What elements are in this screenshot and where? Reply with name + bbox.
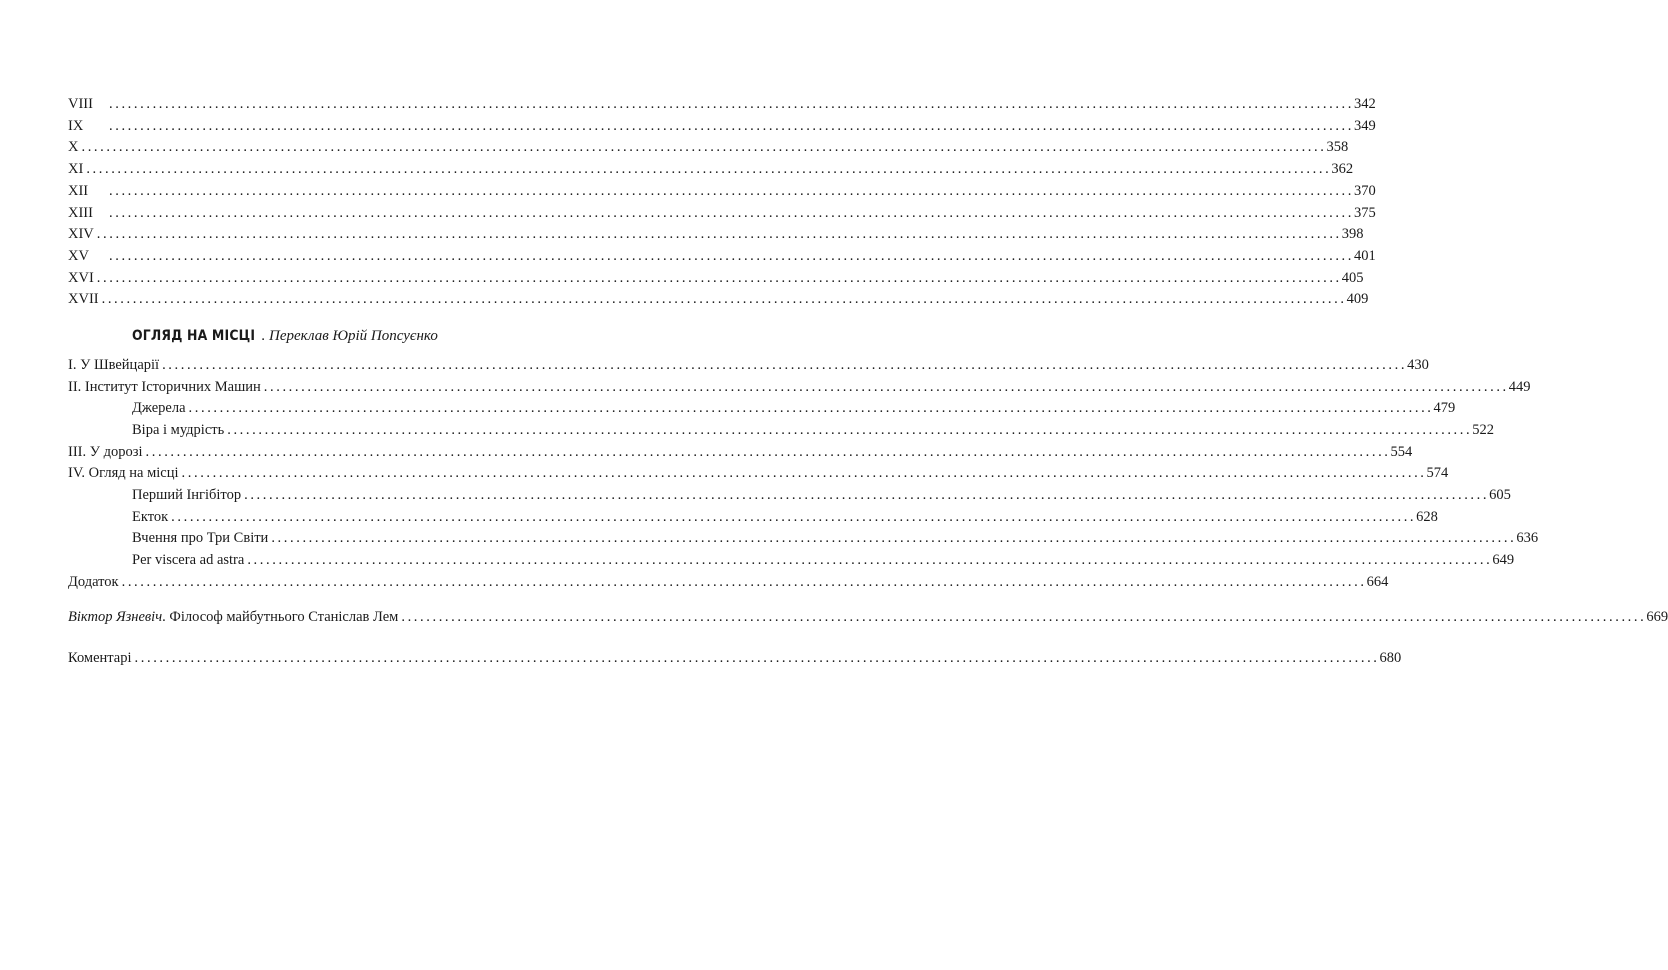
toc-page-number: 405 (1341, 270, 1364, 286)
leader-dots: ........................................................................................................................................................................................................ (109, 183, 1354, 199)
translator-credit: Переклав Юрій Попсуєнко (269, 328, 438, 344)
toc-entry-afterword (68, 607, 1668, 627)
toc-label: XV (68, 248, 89, 264)
toc-page-number: 449 (1508, 379, 1531, 395)
toc-entry-xiv (68, 224, 1364, 244)
toc-page-number: 664 (1366, 574, 1389, 590)
toc-entry-three-worlds (132, 528, 1539, 548)
toc-page-number: 680 (1379, 650, 1402, 666)
toc-page-number: 401 (1354, 248, 1376, 264)
toc-label: Коментарі (68, 650, 132, 666)
toc-label: III. У дорозі (68, 444, 143, 460)
leader-dots: ........................................................................................................................................................................................................ (121, 574, 1367, 590)
afterword-author: Віктор Язневіч (68, 609, 163, 625)
toc-entry-ix (68, 116, 1376, 136)
toc-entry-comments (68, 648, 1402, 668)
toc-label: XI (68, 161, 84, 177)
toc-page-number: 430 (1407, 357, 1429, 373)
toc-entry-faith-wisdom (132, 420, 1494, 440)
toc-label: XII (68, 183, 89, 199)
toc-label: Екток (132, 509, 169, 525)
toc-page-number: 628 (1416, 509, 1438, 525)
leader-dots: ........................................................................................................................................................................................................ (96, 270, 1342, 286)
toc-page-number: 649 (1492, 552, 1515, 568)
leader-dots: ........................................................................................................................................................................................................ (227, 422, 1473, 438)
toc-page-number: 479 (1433, 400, 1456, 416)
toc-label: Джерела (132, 400, 186, 416)
toc-entry-per-viscera (132, 550, 1515, 570)
toc-label: XVI (68, 270, 94, 286)
leader-dots: ........................................................................................................................................................................................................ (181, 465, 1427, 481)
toc-entry-switzerland (68, 355, 1429, 375)
toc-page-number: 349 (1354, 118, 1376, 134)
toc-label: II. Інститут Історичних Машин (68, 379, 261, 395)
leader-dots: ........................................................................................................................................................................................................ (247, 552, 1493, 568)
toc-page-number: 375 (1354, 205, 1376, 221)
toc-label: XIII (68, 205, 93, 221)
toc-entry-xvii (68, 289, 1369, 309)
leader-dots: ........................................................................................................................................................................................................ (81, 139, 1327, 155)
toc-entry-viii (68, 94, 1376, 114)
toc-entry-sources (132, 398, 1456, 418)
leader-dots: ........................................................................................................................................................................................................ (145, 444, 1391, 460)
toc-page-number: 398 (1341, 226, 1364, 242)
leader-dots: ........................................................................................................................................................................................................ (109, 205, 1354, 221)
leader-dots: ........................................................................................................................................................................................................ (401, 609, 1647, 625)
toc-label: I. У Швейцарії (68, 357, 160, 373)
section-heading (132, 324, 438, 348)
toc-label: XVII (68, 291, 99, 307)
toc-entry-xv (68, 246, 1376, 266)
toc-label: Вчення про Три Світи (132, 530, 269, 546)
toc-label (68, 607, 398, 627)
toc-label: XIV (68, 226, 94, 242)
leader-dots: ........................................................................................................................................................................................................ (171, 509, 1417, 525)
toc-label: IV. Огляд на місці (68, 465, 179, 481)
toc-entry-xvi (68, 268, 1364, 288)
toc-label: Per viscera ad astra (132, 552, 245, 568)
toc-page-number: 370 (1354, 183, 1376, 199)
leader-dots: ........................................................................................................................................................................................................ (244, 487, 1490, 503)
leader-dots: ........................................................................................................................................................................................................ (134, 650, 1380, 666)
section-title: ОГЛЯД НА МІСЦІ (132, 328, 256, 344)
leader-dots: ........................................................................................................................................................................................................ (109, 96, 1354, 112)
toc-page-number: 342 (1354, 96, 1376, 112)
toc-entry-appendix (68, 572, 1389, 592)
afterword-title: . Філософ майбутнього Станіслав Лем (162, 609, 399, 625)
toc-entry-xi (68, 159, 1354, 179)
toc-entry-x (68, 137, 1349, 157)
toc-entry-xii (68, 181, 1376, 201)
toc-entry-on-the-road (68, 442, 1413, 462)
toc-entry-xiii (68, 203, 1376, 223)
leader-dots: ........................................................................................................................................................................................................ (263, 379, 1509, 395)
toc-entry-first-inhibitor (132, 485, 1511, 505)
toc-page-number: 362 (1331, 161, 1354, 177)
section-separator: . (261, 328, 266, 344)
leader-dots: ........................................................................................................................................................................................................ (109, 118, 1354, 134)
toc-page-number: 358 (1326, 139, 1349, 155)
toc-label: Перший Інгібітор (132, 487, 242, 503)
leader-dots: ........................................................................................................................................................................................................ (101, 291, 1347, 307)
toc-page-number: 574 (1426, 465, 1449, 481)
leader-dots: ........................................................................................................................................................................................................ (86, 161, 1332, 177)
toc-entry-ectok (132, 507, 1438, 527)
toc-page-number: 669 (1646, 609, 1668, 625)
toc-page-number: 636 (1516, 530, 1539, 546)
toc-label: VIII (68, 96, 93, 112)
toc-entry-institute (68, 377, 1531, 397)
leader-dots: ........................................................................................................................................................................................................ (96, 226, 1342, 242)
leader-dots: ........................................................................................................................................................................................................ (162, 357, 1408, 373)
leader-dots: ........................................................................................................................................................................................................ (271, 530, 1517, 546)
toc-label: IX (68, 118, 84, 134)
toc-label: Додаток (68, 574, 119, 590)
toc-page-number: 554 (1390, 444, 1413, 460)
toc-page-number: 409 (1346, 291, 1369, 307)
toc-label: X (68, 139, 79, 155)
toc-entry-observation (68, 463, 1449, 483)
toc-page-number: 605 (1489, 487, 1511, 503)
leader-dots: ........................................................................................................................................................................................................ (109, 248, 1354, 264)
leader-dots: ........................................................................................................................................................................................................ (188, 400, 1434, 416)
toc-page-number: 522 (1472, 422, 1494, 438)
toc-label: Віра і мудрість (132, 422, 225, 438)
